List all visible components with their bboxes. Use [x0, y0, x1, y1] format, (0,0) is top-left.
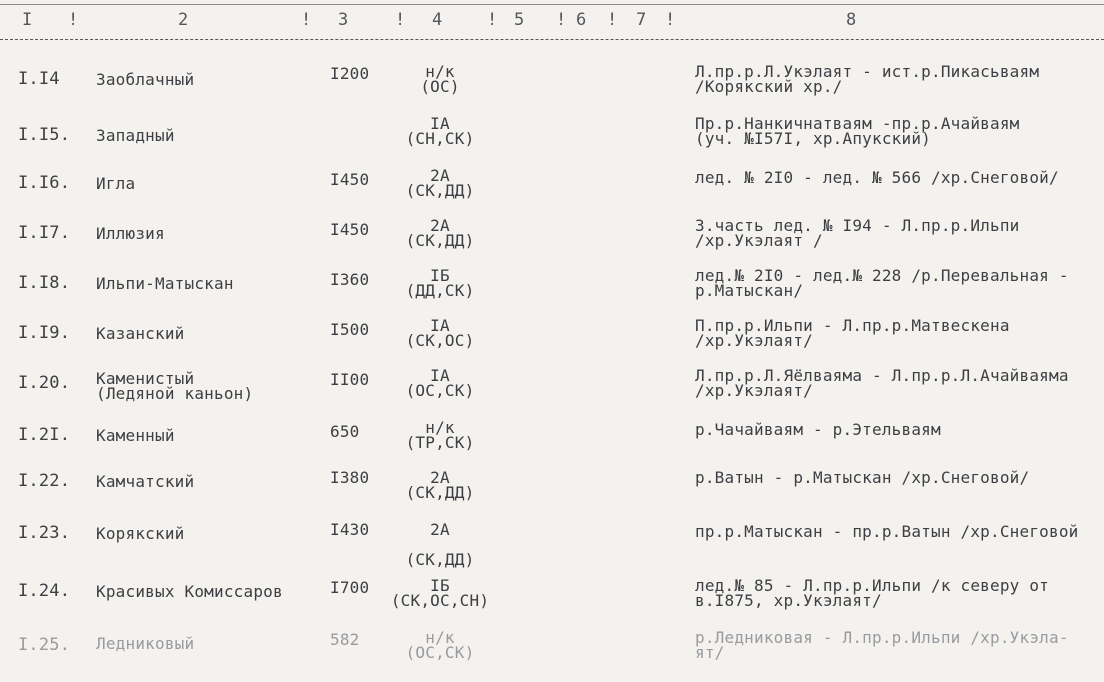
table-row: [0, 116, 1104, 166]
pass-category: 2А (СК,ДД): [405, 468, 475, 502]
pass-route: З.часть лед. № I94 - Л.пр.р.Ильпи /хр.Укэлаят /: [695, 216, 1020, 250]
table-row: [0, 420, 1104, 470]
pass-name: Каменистый (Ледяной каньон): [96, 369, 254, 403]
header-separator: !: [68, 10, 79, 30]
pass-name: Игла: [96, 174, 136, 193]
pass-category: IБ (СК,ОС,СН): [390, 576, 490, 610]
pass-route: Пр.р.Нанкичнатваям -пр.р.Ачайваям (уч. №I57I, хр.Апукский): [695, 114, 1020, 148]
pass-number: I.20.: [18, 373, 71, 393]
pass-number: I.I4: [18, 69, 60, 89]
pass-route: лед. № 2I0 - лед. № 566 /хр.Снеговой/: [695, 168, 1059, 187]
pass-altitude: I700: [330, 578, 370, 597]
header-separator: !: [301, 10, 312, 30]
pass-route: П.пр.р.Ильпи - Л.пр.р.Матвескена /хр.Укэлаят/: [695, 316, 1010, 350]
pass-name: Камчатский: [96, 472, 195, 491]
pass-route: р.Ватын - р.Матыскан /хр.Снеговой/: [695, 468, 1030, 487]
table-row: [0, 218, 1104, 268]
pass-number: I.I7.: [18, 223, 71, 243]
pass-number: I.24.: [18, 581, 71, 601]
top-rule: [0, 4, 1104, 5]
table-row: [0, 64, 1104, 114]
pass-number: I.I6.: [18, 173, 71, 193]
header-col-5: 5: [514, 10, 525, 30]
pass-number: I.23.: [18, 523, 71, 543]
pass-name: Красивых Комиссаров: [96, 582, 283, 601]
table-row: [0, 578, 1104, 628]
header-separator: !: [556, 10, 567, 30]
table-row: [0, 268, 1104, 318]
pass-category: н/к (ОС,СК): [405, 628, 475, 662]
pass-category: IA (СН,СК): [405, 114, 475, 148]
pass-altitude: I450: [330, 220, 370, 239]
header-col-3: 3: [338, 10, 349, 30]
pass-category: 2А (СК,ДД): [405, 520, 475, 569]
header-separator: !: [607, 10, 618, 30]
pass-altitude: 582: [330, 630, 360, 649]
pass-name: Заоблачный: [96, 70, 195, 89]
header-separator: !: [487, 10, 498, 30]
header-rule: [0, 39, 1104, 40]
header-col-8: 8: [846, 10, 857, 30]
pass-number: I.2I.: [18, 425, 71, 445]
pass-altitude: I360: [330, 270, 370, 289]
header-separator: !: [395, 10, 406, 30]
pass-number: I.I9.: [18, 323, 71, 343]
pass-category: IA (СК,ОС): [405, 316, 475, 350]
pass-name: Иллюзия: [96, 224, 165, 243]
pass-route: лед.№ 2I0 - лед.№ 228 /р.Перевальная - р.Матыскан/: [695, 266, 1069, 300]
pass-category: н/к (ТР,СК): [405, 418, 475, 452]
pass-altitude: II00: [330, 370, 370, 389]
pass-category: IБ (ДД,СК): [405, 266, 475, 300]
pass-route: Л.пр.р.Л.Укэлаят - ист.р.Пикасьваям /Корякский хр./: [695, 62, 1040, 96]
pass-altitude: 650: [330, 422, 360, 441]
pass-altitude: I430: [330, 520, 370, 539]
pass-name: Западный: [96, 126, 175, 145]
pass-number: I.25.: [18, 635, 71, 655]
pass-altitude: I200: [330, 64, 370, 83]
pass-route: р.Чачайваям - р.Этельваям: [695, 420, 941, 439]
pass-name: Казанский: [96, 324, 185, 343]
header-col-4: 4: [432, 10, 443, 30]
header-separator: !: [665, 10, 676, 30]
header-col-6: 6: [576, 10, 587, 30]
pass-number: I.22.: [18, 471, 71, 491]
pass-name: Ледниковый: [96, 634, 195, 653]
pass-number: I.I8.: [18, 273, 71, 293]
pass-number: I.I5.: [18, 125, 71, 145]
pass-name: Ильпи-Матыскан: [96, 274, 234, 293]
table-row: [0, 522, 1104, 572]
pass-altitude: I450: [330, 170, 370, 189]
table-row: [0, 470, 1104, 520]
pass-name: Каменный: [96, 426, 175, 445]
table-row: [0, 318, 1104, 368]
pass-altitude: I500: [330, 320, 370, 339]
pass-route: р.Ледниковая - Л.пр.р.Ильпи /хр.Укэла- ят/: [695, 628, 1069, 662]
header-col-2: 2: [178, 10, 189, 30]
pass-route: лед.№ 85 - Л.пр.р.Ильпи /к северу от в.I875, хр.Укэлаят/: [695, 576, 1049, 610]
pass-name: Корякский: [96, 524, 185, 543]
table-row: [0, 630, 1104, 680]
pass-route: Л.пр.р.Л.Яёлваяма - Л.пр.р.Л.Ачайваяма /хр.Укэлаят/: [695, 366, 1069, 400]
table-row: [0, 368, 1104, 418]
header-col-1: I: [22, 10, 33, 30]
pass-route: пр.р.Матыскан - пр.р.Ватын /хр.Снеговой: [695, 522, 1079, 541]
table-row: [0, 168, 1104, 218]
pass-category: н/к (ОС): [420, 62, 460, 96]
pass-category: 2А (СК,ДД): [405, 216, 475, 250]
header-col-7: 7: [636, 10, 647, 30]
pass-altitude: I380: [330, 468, 370, 487]
pass-category: 2А (СК,ДД): [405, 166, 475, 200]
pass-category: IA (ОС,СК): [405, 366, 475, 400]
